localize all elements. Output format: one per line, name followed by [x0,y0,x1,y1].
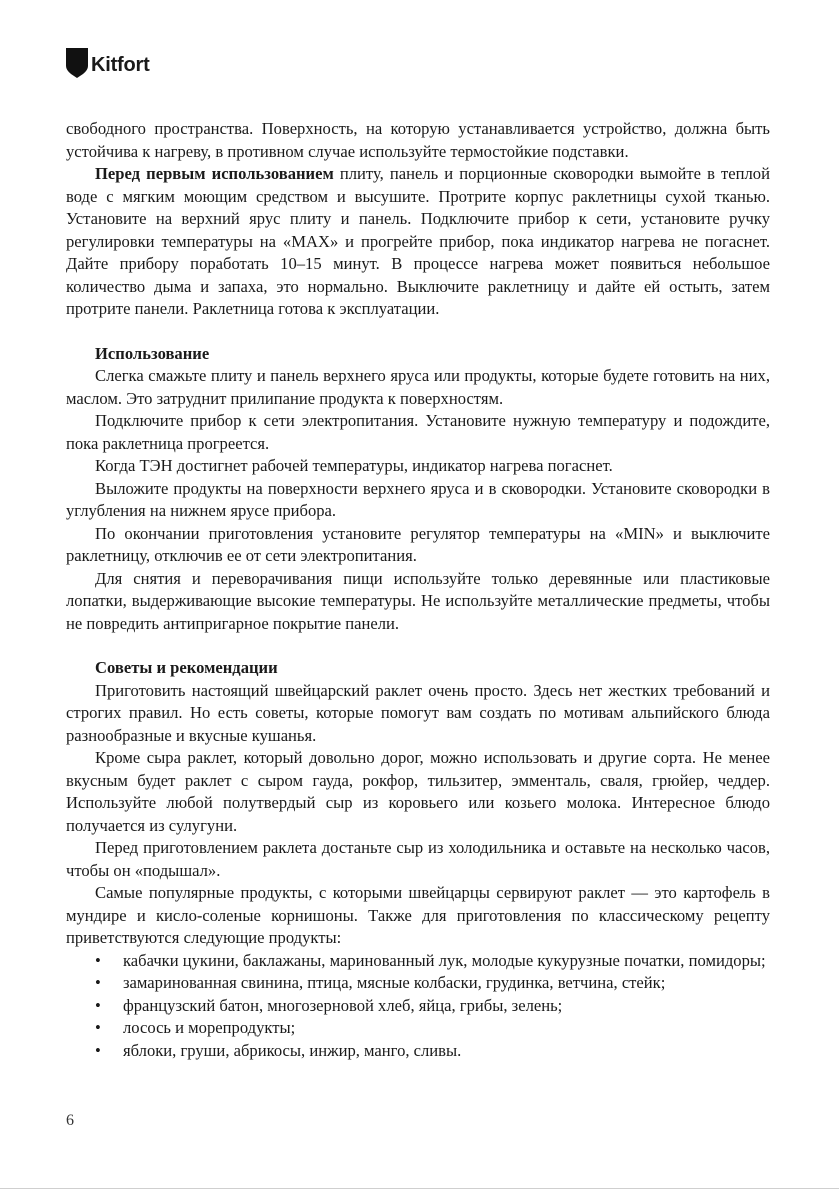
brand-logo [66,48,150,78]
bullet-icon: • [95,1040,101,1060]
list-item: • яблоки, груши, абрикосы, инжир, манго, сливы. [66,1040,770,1063]
usage-paragraph: Слегка смажьте плиту и панель верхнего яруса или продукты, которые будете готовить на них, маслом. Это затруднит прилипание продукта к поверхностям. [66,366,770,408]
paragraph-first-use [66,163,770,321]
section-heading-tips: Советы и рекомендации [95,658,278,677]
bullet-icon: • [95,950,101,970]
bullet-icon: • [95,995,101,1015]
usage-paragraph: Когда ТЭН достигнет рабочей температуры, индикатор нагрева погаснет. [95,456,613,475]
tips-paragraph: Перед приготовлением раклета достаньте сыр из холодильника и оставьте на несколько часов, чтобы он «подышал». [66,838,770,880]
usage-paragraph: Для снятия и переворачивания пищи используйте только деревянные или пластиковые лопатки, выдерживающие высокие температуры. Не используйте металлические предметы, чтобы не повредить антипригарное покрытие панели. [66,568,770,633]
bullet-icon: • [95,1018,101,1037]
list-item: • французский батон, многозерновой хлеб, яйца, грибы, зелень; [66,995,770,1018]
bottom-divider [0,1188,839,1189]
list-item: • лосось и морепродукты; [66,1017,770,1040]
usage-paragraph: Выложите продукты на поверхности верхнего яруса и в сковородки. Установите сковородки в углубления на нижнем ярусе прибора. [66,478,770,520]
section-heading-usage: Использование [95,343,210,363]
list-item: • кабачки цукини, баклажаны, маринованный лук, молодые кукурузные початки, помидоры; [66,950,770,973]
usage-paragraph: Подключите прибор к сети электропитания. Установите нужную температуру и подождите, пока раклетница прогреется. [66,411,770,453]
tips-paragraph: Самые популярные продукты, с которыми швейцарцы сервируют раклет — это картофель в мундире и кисло-соленые корнишоны. Также для приготовления по классическому рецепту приветствуются следующие продукты: [66,883,770,947]
page-number: 6 [66,1112,74,1129]
list-item: • замаринованная свинина, птица, мясные колбаски, грудинка, ветчина, стейк; [66,972,770,995]
first-use-text: плиту, панель и порционные сковородки вымойте в теплой воде с мягким моющим средством и высушите. Протрите корпус раклетницы сухой тканью. Установите на верхний ярус плиту и панель. Подключите прибор к сети, установите ручку регулировки температуры на «MAX» и прогрейте прибор, пока индикатор нагрева не погаснет. Дайте прибору поработать 10–15 минут. В процессе нагрева может появиться небольшое количество дыма и запаха, это нормально. Выключите раклетницу и дайте ей остыть, затем протрите панели. Раклетница готова к эксплуатации. [66,164,770,318]
first-use-label: Перед первым использованием [95,164,334,183]
products-list [66,950,770,1063]
kitfort-shield-icon [66,48,88,78]
bullet-icon: • [95,973,101,992]
brand-name: Kitfort [91,54,150,76]
tips-paragraph: Кроме сыра раклет, который довольно дорог, можно использовать и другие сорта. Не менее вкусным будет раклет с сыром гауда, рокфор, тильзитер, эмменталь, сваля, грюйер, чеддер. Используйте любой полутвердый сыр из коровьего или козьего молока. Интересное блюдо получается из сулугуни. [66,748,770,835]
page-content [66,118,770,1062]
tips-paragraph: Приготовить настоящий швейцарский раклет очень просто. Здесь нет жестких требований и строгих правил. Но есть советы, которые помогут вам создать по мотивам альпийского блюда разнообразные и вкусные кушанья. [66,680,770,745]
usage-paragraph: По окончании приготовления установите регулятор температуры на «MIN» и выключите раклетницу, отключив ее от сети электропитания. [66,523,770,565]
paragraph-intro: свободного пространства. Поверхность, на которую устанавливается устройство, должна быть устойчива к нагреву, в противном случае используйте термостойкие подставки. [66,119,770,161]
